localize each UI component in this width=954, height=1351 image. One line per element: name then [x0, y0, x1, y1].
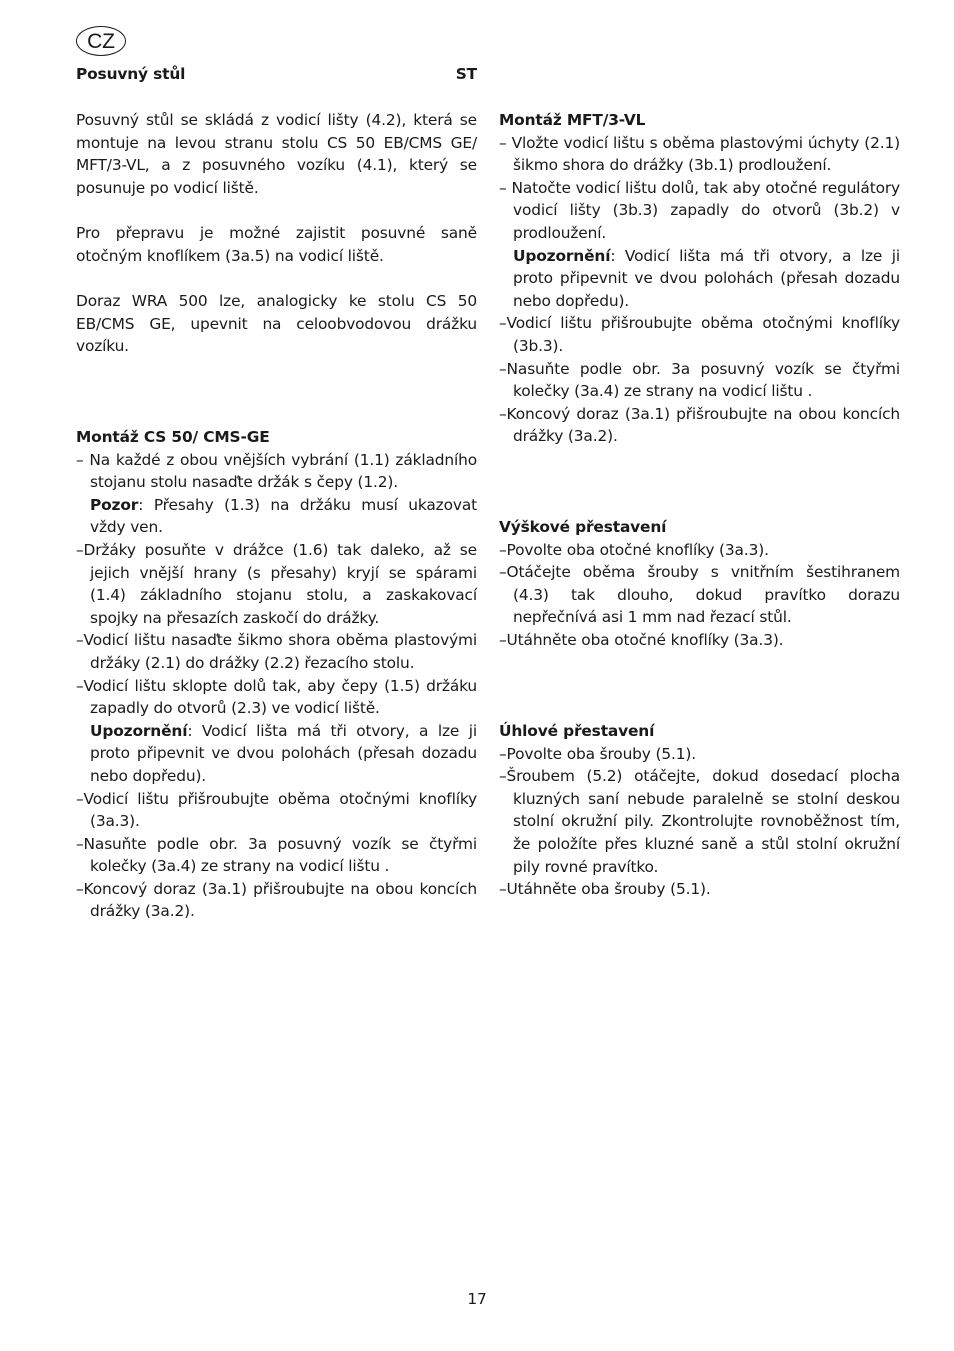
mft-note [499, 245, 900, 313]
cs50-step-3: –Vodicí lištu nasaďte šikmo shora oběma plastovými držáky (2.1) do drážky (2.2) řezacího stolu. [76, 631, 477, 672]
section-title-row [76, 63, 477, 86]
cs50-step-5: –Vodicí lištu přišroubujte oběma otočnými knoflíky (3a.3). [76, 789, 477, 831]
intro-paragraph-1: Posuvný stůl se skládá z vodicí lišty (4.2), která se montuje na levou stranu stolu CS 50 EB/CMS GE/ MFT/3-VL, a z posuvného vozíku (4.1), který se posunuje po vodicí liště. [76, 111, 477, 197]
cs50-note-2 [76, 720, 477, 788]
height-heading: Výškové přestavení [499, 518, 667, 536]
cs50-step-4: –Vodicí lištu sklopte dolů tak, aby čepy (1.5) držáku zapadly do otvorů (2.3) ve vodicí liště. [76, 676, 477, 718]
mft-step-4: –Nasuňte podle obr. 3a posuvný vozík se čtyřmi kolečky (3a.4) ze strany na vodicí lištu . [499, 359, 900, 401]
section-title: Posuvný stůl [76, 65, 186, 83]
cs50-note-1-label: Pozor [90, 495, 139, 514]
height-section [499, 516, 900, 652]
angle-step-2: –Šroubem (5.2) otáčejte, dokud dosedací plocha kluzných saní nebude paralelně se stolní deskou stolní okružní pily. Zkontrolujte rovnoběžnost tím, že položíte přes kluzné saně a stůl stolní okružní pily rovné pravítko. [499, 767, 900, 876]
mft-heading: Montáž MFT/3-VL [499, 111, 646, 129]
cs50-step-6: –Nasuňte podle obr. 3a posuvný vozík se čtyřmi kolečky (3a.4) ze strany na vodicí lištu . [76, 834, 477, 876]
cs50-note-1-text: : Přesahy (1.3) na držáku musí ukazovat vždy ven. [90, 495, 477, 537]
cs50-step-7: –Koncový doraz (3a.1) přišroubujte na obou koncích drážky (3a.2). [76, 879, 477, 921]
section-code: ST [455, 65, 477, 83]
mft-section [499, 109, 900, 448]
mft-step-1: – Vložte vodicí lištu s oběma plastovými úchyty (2.1) šikmo shora do drážky (3b.1) prodloužení. [499, 133, 900, 175]
angle-step-1: –Povolte oba šrouby (5.1). [499, 744, 696, 763]
cs50-note-2-text: : Vodicí lišta má tři otvory, a lze ji proto připevnit ve dvou polohách (přesah dozadu nebo dopředu). [90, 721, 477, 785]
intro-block [76, 109, 477, 199]
angle-section [499, 720, 900, 901]
intro-block-2 [76, 222, 477, 267]
mft-step-2: – Natočte vodicí lištu dolů, tak aby otočné regulátory vodicí lišty (3b.3) zapadly do otvorů (3b.2) v prodloužení. [499, 178, 900, 242]
angle-step-3: –Utáhněte oba šrouby (5.1). [499, 880, 711, 899]
height-step-3: –Utáhněte oba otočné knoflíky (3a.3). [499, 630, 784, 649]
angle-heading: Úhlové přestavení [499, 722, 655, 740]
height-step-2: –Otáčejte oběma šrouby s vnitřním šestihranem (4.3) tak dlouho, dokud pravítko dorazu nepřečnívá asi 1 mm nad řezací stůl. [499, 563, 900, 627]
cs50-section [76, 426, 477, 923]
cs50-heading: Montáž CS 50/ CMS-GE [76, 428, 270, 446]
intro-paragraph-3: Doraz WRA 500 lze, analogicky ke stolu CS 50 EB/CMS GE, upevnit na celoobvodovou drážku vozíku. [76, 292, 477, 356]
mft-step-5: –Koncový doraz (3a.1) přišroubujte na obou koncích drážky (3a.2). [499, 404, 900, 446]
mft-step-3: –Vodicí lištu přišroubujte oběma otočnými knoflíky (3b.3). [499, 314, 900, 355]
intro-paragraph-2: Pro přepravu je možné zajistit posuvné saně otočným knoflíkem (3a.5) na vodicí liště. [76, 224, 477, 265]
intro-block-3 [76, 290, 477, 358]
cs50-note-1 [76, 494, 477, 539]
language-badge: CZ [76, 26, 126, 56]
mft-note-text: : Vodicí lišta má tři otvory, a lze ji proto připevnit ve dvou polohách (přesah dozadu nebo dopředu). [513, 246, 900, 310]
cs50-step-1: – Na každé z obou vnějších vybrání (1.1) základního stojanu stolu nasaďte držák s čepy (1.2). [76, 450, 477, 492]
cs50-note-2-label: Upozornění [90, 721, 188, 740]
page-number: 17 [467, 1290, 487, 1308]
mft-note-label: Upozornění [513, 246, 611, 265]
height-step-1: –Povolte oba otočné knoflíky (3a.3). [499, 540, 769, 559]
cs50-step-2: –Držáky posuňte v drážce (1.6) tak daleko, až se jejich vnější hrany (s přesahy) kryjí se spárami (1.4) základního stojanu stolu, a zaskakovací spojky na přesazích zaskočí do drážky. [76, 540, 477, 627]
